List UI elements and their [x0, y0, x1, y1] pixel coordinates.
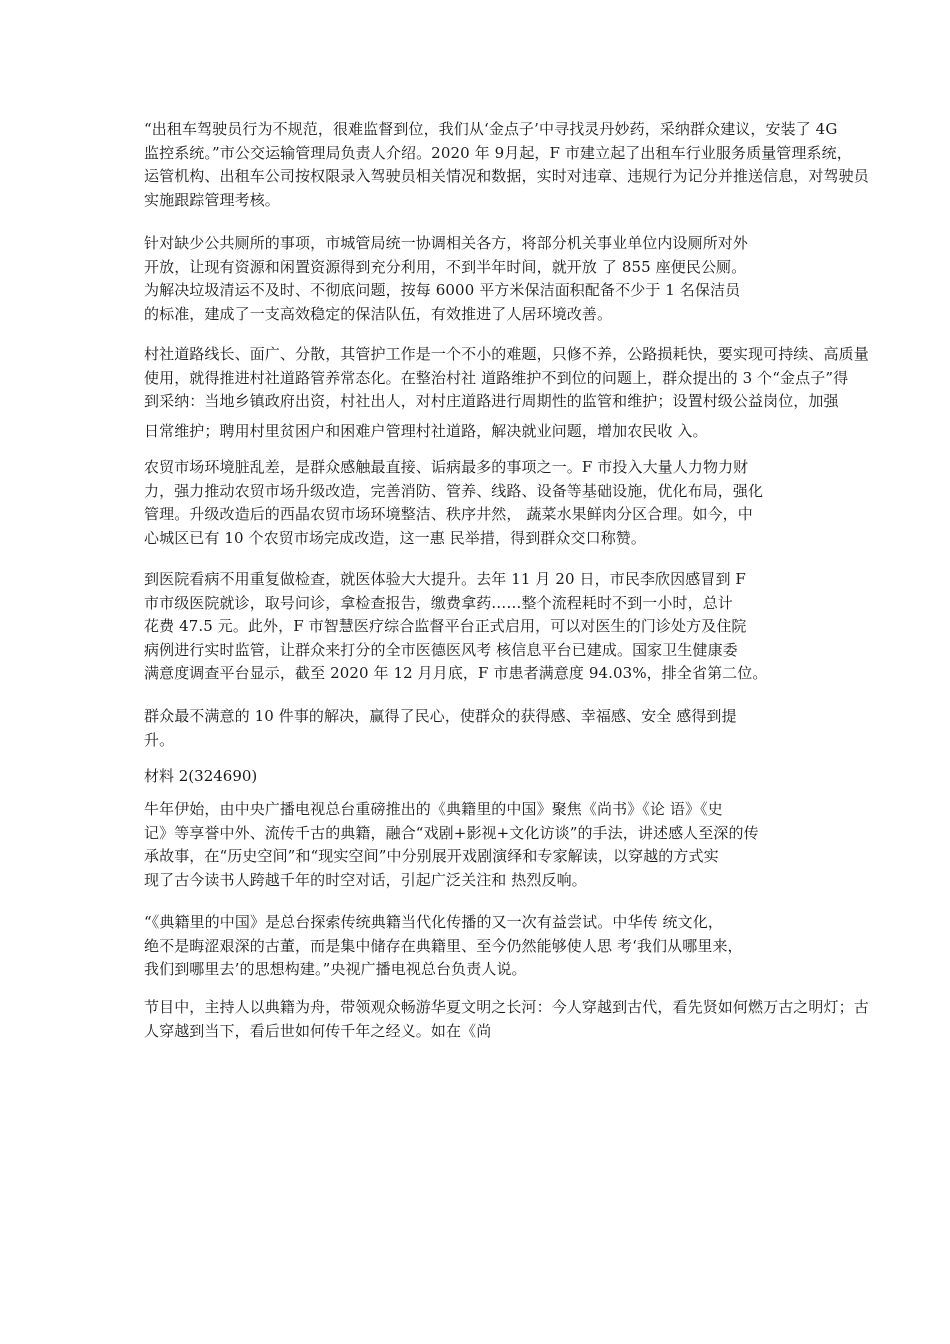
paragraph-quote: [144, 911, 743, 982]
text-line: 升。: [144, 730, 175, 749]
paragraph-hospital: [144, 568, 767, 686]
text-line: 花费 47.5 元。此外，F 市智慧医疗综合监督平台正式启用，可以对医生的门诊处方及住院: [144, 617, 747, 635]
text-line: 到医院看病不用重复做检查，就医体验大大提升。去年 11 月 20 日，市民李欣因感冒到 F: [144, 570, 746, 588]
text-line: 村社道路线长、面广、分散，其管护工作是一个不小的难题，只修不养，公路损耗快，要实现可持续、高质量: [144, 345, 869, 363]
paragraph-village-roads: [144, 343, 869, 414]
text-line: 记》等享誉中外、流传千古的典籍，融合“戏剧+影视+文化访谈”的手法，讲述感人至深的传: [144, 823, 759, 842]
text-line: 使用，就得推进村社道路管养常态化。在整治村社 道路维护不到位的问题上，群众提出的 3 个“金点子”得: [144, 368, 849, 387]
text-line: 开放，让现有资源和闲置资源得到充分利用，不到半年时间，就开放 了 855 座便民公厕。: [144, 257, 747, 276]
text-line: 为解决垃圾清运不及时、不彻底问题，按每 6000 平方米保洁面积配备不少于 1 名保洁员: [144, 281, 741, 299]
text-line: 针对缺少公共厕所的事项，市城管局统一协调相关各方，将部分机关事业单位内设厕所对外: [144, 234, 749, 252]
text-line: 农贸市场环境脏乱差，是群众感触最直接、诟病最多的事项之一。F 市投入大量人力物力财: [144, 458, 749, 476]
text-line: 节目中，主持人以典籍为舟，带领观众畅游华夏文明之长河：今人穿越到古代，看先贤如何燃万古之明灯；古: [144, 998, 869, 1016]
text-line: 人穿越到当下，看后世如何传千年之经义。如在《尚: [144, 1021, 492, 1040]
paragraph-host: [144, 996, 869, 1043]
text-line: 日常维护；聘用村里贫困户和困难户管理村社道路，解决就业问题，增加农民收 入。: [144, 422, 708, 440]
paragraph-public-toilets: [144, 232, 748, 326]
text-line: 承故事，在“历史空间”和“现实空间”中分别展开戏剧演绎和专家解读，以穿越的方式实: [144, 847, 719, 865]
paragraph-conclusion: [144, 705, 737, 752]
text-line: 管理。升级改造后的西晶农贸市场环境整洁、秩序井然， 蔬菜水果鲜肉分区合理。如今，中: [144, 505, 753, 523]
section-heading-material-2: 材料 2(324690): [144, 767, 258, 785]
text-line: 现了古今读书人跨越千年的时空对话，引起广泛关注和 热烈反响。: [144, 870, 587, 889]
text-line: 绝不是晦涩艰深的古董，而是集中储存在典籍里、至今仍然能够使人思 考‘我们从哪里来，: [144, 936, 743, 955]
paragraph-farmers-market: [144, 456, 763, 550]
text-line: 我们到哪里去’的思想构建。”央视广播电视总台负责人说。: [144, 960, 527, 978]
text-line: “出租车驾驶员行为不规范，很难监督到位，我们从‘金点子’中寻找灵丹妙药，采纳群众建议，安装了 4G: [144, 120, 838, 138]
text-line: 实施跟踪管理考核。: [144, 190, 280, 209]
text-line: 力，强力推动农贸市场升级改造，完善消防、管养、线路、设备等基础设施，优化布局，强化: [144, 481, 764, 500]
text-line: 群众最不满意的 10 件事的解决，赢得了民心，使群众的获得感、幸福感、安全 感得到提: [144, 707, 737, 725]
text-line: 到采纳：当地乡镇政府出资，村社出人，对村庄道路进行周期性的监管和维护；设置村级公益岗位，加强: [144, 392, 839, 410]
text-line: 市市级医院就诊，取号问诊，拿检查报告，缴费拿药……整个流程耗时不到一小时，总计: [144, 593, 733, 612]
text-line: “《典籍里的中国》是总台探索传统典籍当代化传播的又一次有益尝试。中华传 统文化，: [144, 913, 723, 931]
text-line: 心城区已有 10 个农贸市场完成改造，这一惠 民举措，得到群众交口称赞。: [144, 528, 646, 547]
paragraph-classics-program: [144, 798, 759, 892]
text-line: 监控系统。”市公交运输管理局负责人介绍。2020 年 9月起，F 市建立起了出租车行业服务质量管理系统，: [144, 143, 852, 162]
text-line: 满意度调查平台显示，截至 2020 年 12 月月底，F 市患者满意度 94.03%，排全省第二位。: [144, 664, 768, 682]
paragraph-taxi-monitoring: [144, 118, 869, 212]
text-line: 牛年伊始，由中央广播电视总台重磅推出的《典籍里的中国》聚焦《尚书》《论 语》《史: [144, 800, 723, 818]
text-line: 运管机构、出租车公司按权限录入驾驶员相关情况和数据，实时对违章、违规行为记分并推送信息，对驾驶员: [144, 167, 869, 185]
paragraph-daily-maintenance: [144, 420, 708, 444]
text-line: 病例进行实时监管，让群众来打分的全市医德医风考 核信息平台已建成。国家卫生健康委: [144, 640, 738, 659]
text-line: 的标准，建成了一支高效稳定的保洁队伍，有效推进了人居环境改善。: [144, 304, 613, 323]
